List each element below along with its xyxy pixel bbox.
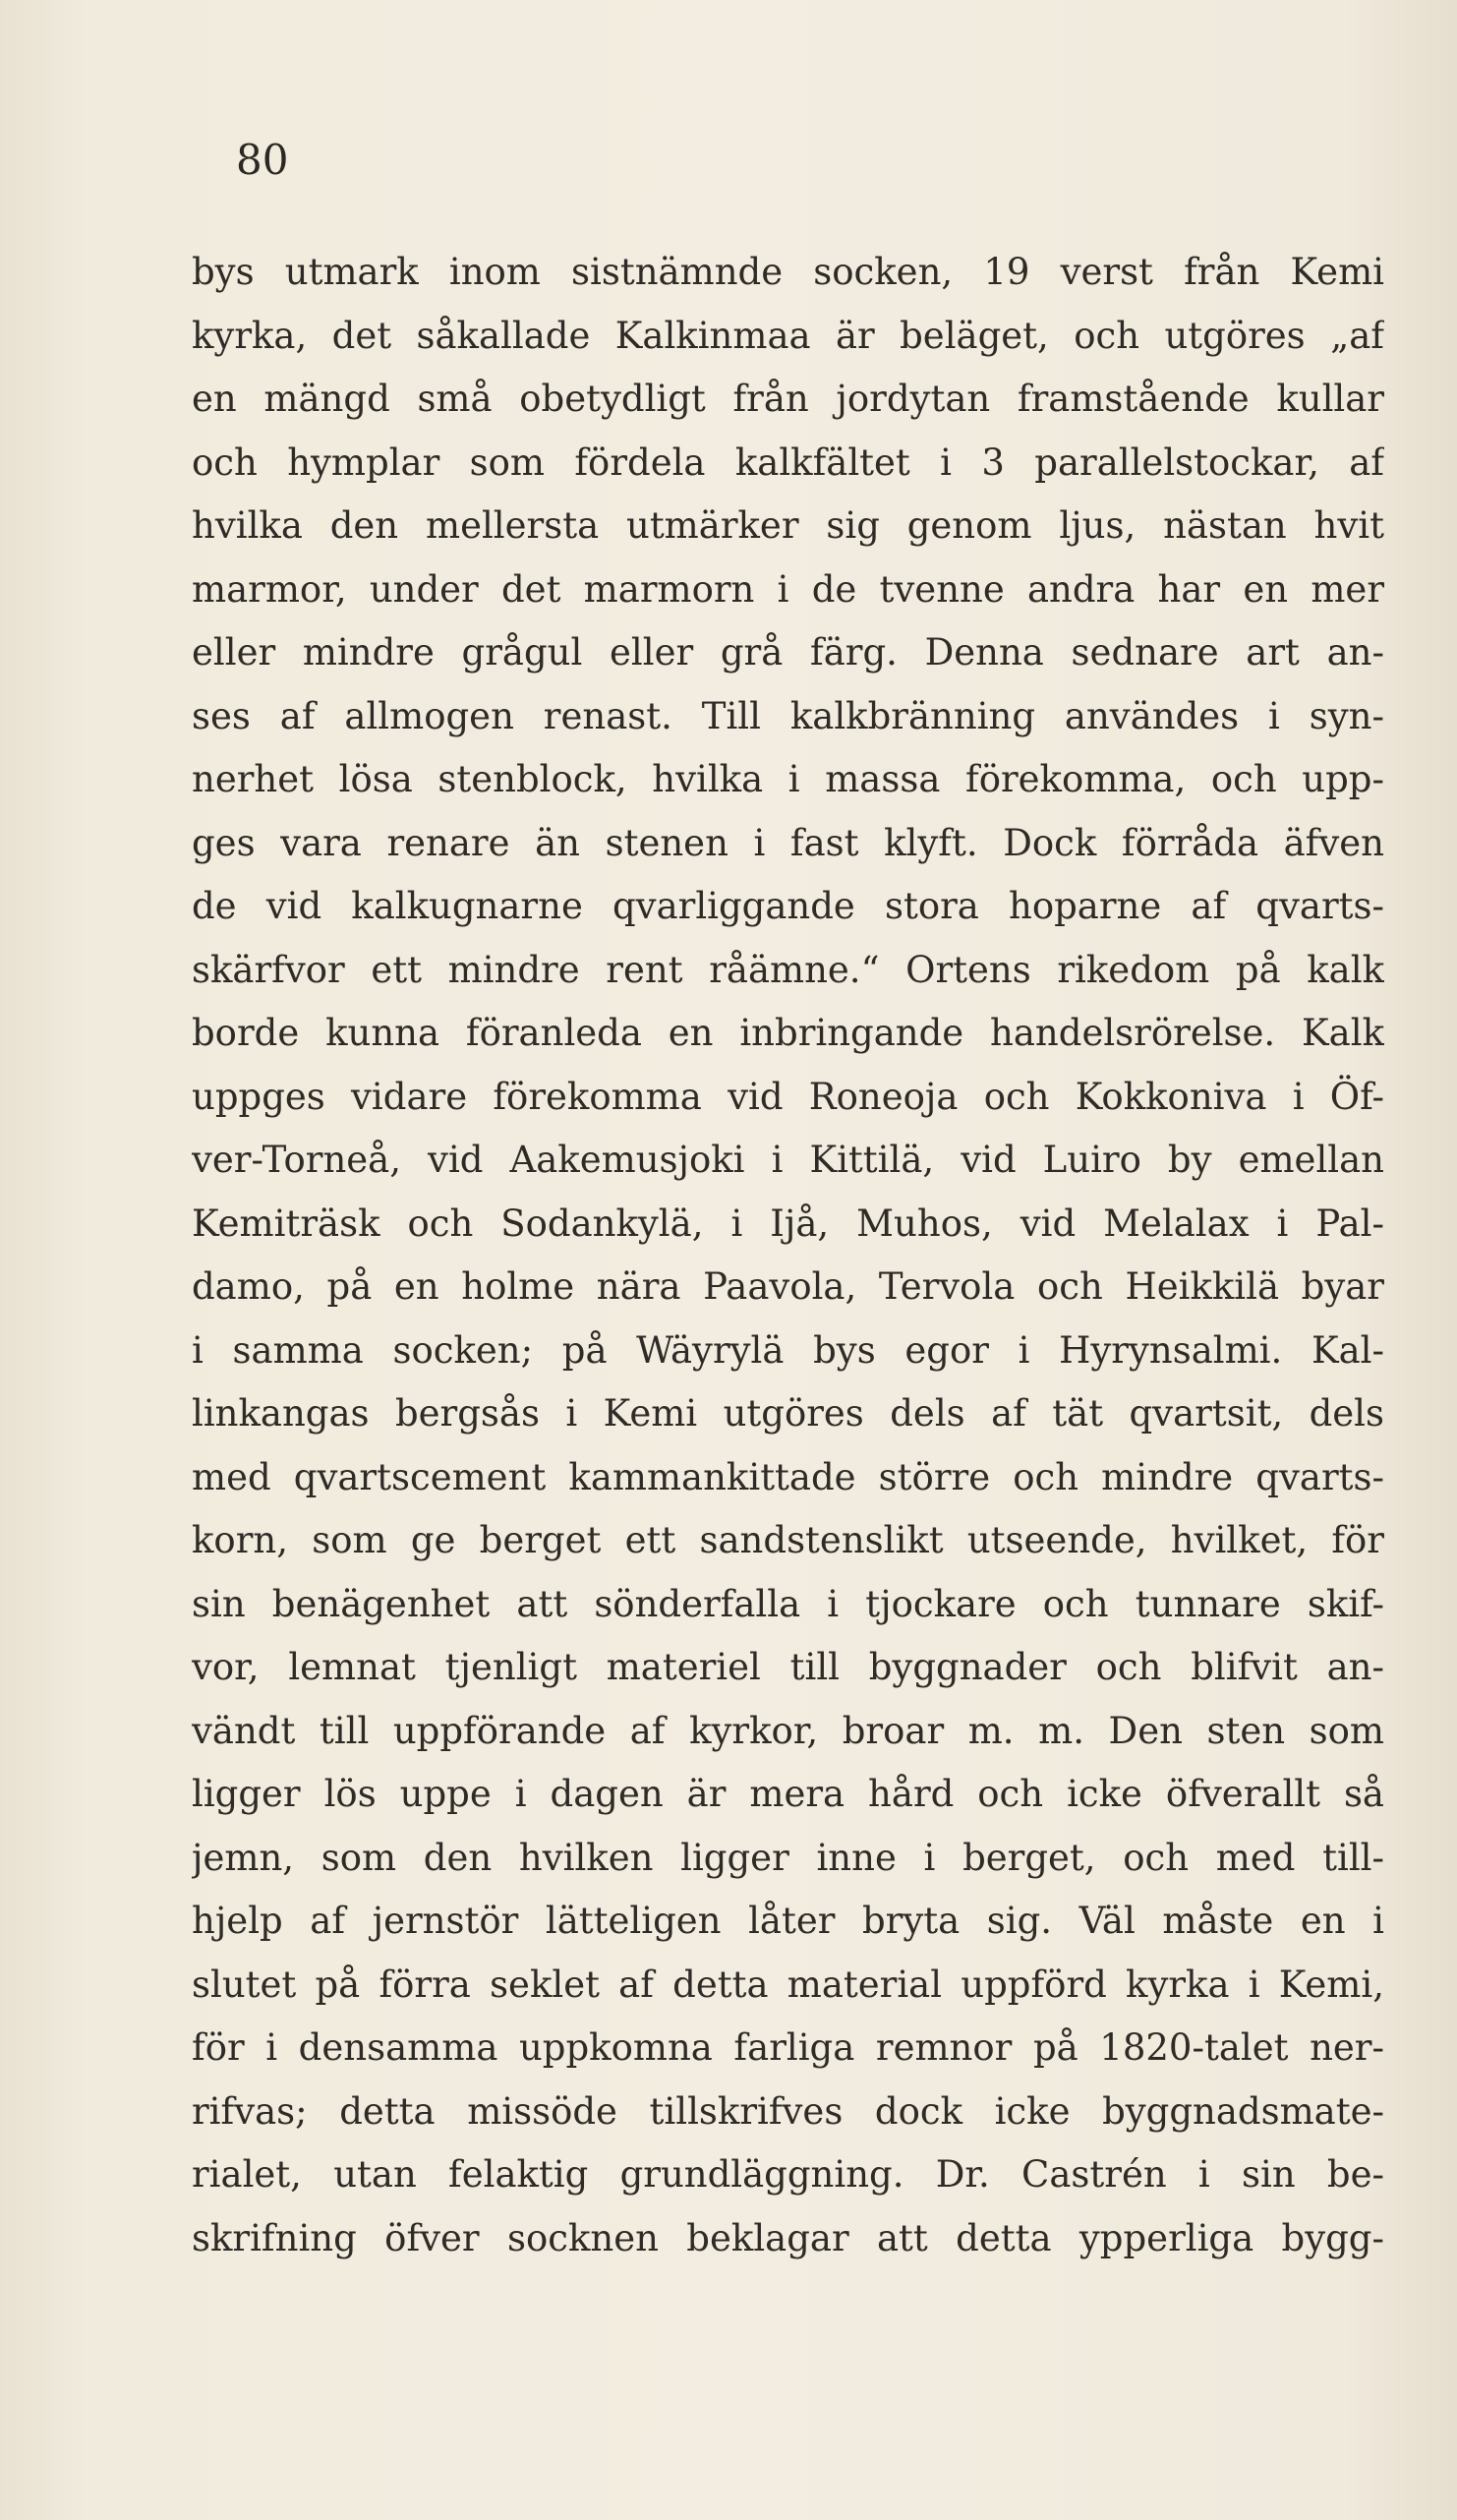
text-line: Kemiträsk och Sodankylä, i Ijå, Muhos, vid Melalax i Pal- [192,1201,1384,1245]
text-line: och hymplar som fördela kalkfältet i 3 parallelstockar, af [192,440,1384,484]
text-line: rialet, utan felaktig grundläggning. Dr. Castrén i sin be- [192,2153,1384,2196]
text-line: vändt till uppförande af kyrkor, broar m. m. Den sten som [192,1709,1384,1752]
text-line: slutet på förra seklet af detta material uppförd kyrka i Kemi, [192,1963,1384,2006]
text-line: korn, som ge berget ett sandstenslikt utseende, hvilket, för [192,1519,1384,1561]
text-line: nerhet lösa stenblock, hvilka i massa förekomma, och upp- [192,758,1384,800]
text-line: bys utmark inom sistnämnde socken, 19 verst från Kemi [192,251,1384,293]
text-line: eller mindre grågul eller grå färg. Denna sednare art an- [192,631,1384,674]
text-line: vor, lemnat tjenligt materiel till byggnader och blifvit an- [192,1646,1384,1688]
text-line: marmor, under det marmorn i de tvenne andra har en mer [192,567,1384,611]
body-text [192,241,1384,2270]
text-line: sin benägenhet att sönderfalla i tjockare och tunnare skif- [192,1582,1384,1625]
text-line: kyrka, det såkallade Kalkinmaa är beläget, och utgöres „af [192,314,1384,357]
text-line: linkangas bergsås i Kemi utgöres dels af tät qvartsit, dels [192,1392,1384,1435]
text-line: uppges vidare förekomma vid Roneoja och Kokkoniva i Öf- [192,1075,1384,1118]
text-line: skärfvor ett mindre rent råämne.“ Ortens rikedom på kalk [192,948,1384,991]
text-line: ges vara renare än stenen i fast klyft. Dock förråda äfven [192,821,1384,864]
text-line: de vid kalkugnarne qvarliggande stora hoparne af qvarts- [192,885,1384,927]
text-line: en mängd små obetydligt från jordytan framstående kullar [192,378,1384,420]
text-line: för i densamma uppkomna farliga remnor på 1820-talet ner- [192,2026,1384,2069]
page-number: 80 [236,136,289,184]
text-line: med qvartscement kammankittade större och mindre qvarts- [192,1455,1384,1498]
text-line: ses af allmogen renast. Till kalkbränning användes i syn- [192,694,1384,737]
text-line: jemn, som den hvilken ligger inne i berget, och med till- [192,1836,1384,1879]
text-line: borde kunna föranleda en inbringande handelsrörelse. Kalk [192,1012,1384,1054]
text-line: rifvas; detta missöde tillskrifves dock icke byggnadsmate- [192,2089,1384,2133]
text-line: i samma socken; på Wäyrylä bys egor i Hyrynsalmi. Kal- [192,1328,1384,1372]
text-line: ver-Torneå, vid Aakemusjoki i Kittilä, vid Luiro by emellan [192,1139,1384,1181]
text-line: hjelp af jernstör lätteligen låter bryta sig. Väl måste en i [192,1900,1384,1942]
text-line: hvilka den mellersta utmärker sig genom ljus, nästan hvit [192,504,1384,547]
text-line: damo, på en holme nära Paavola, Tervola och Heikkilä byar [192,1265,1384,1308]
text-line: skrifning öfver socknen beklagar att detta ypperliga bygg- [192,2216,1384,2259]
text-line: ligger lös uppe i dagen är mera hård och icke öfverallt så [192,1773,1384,1815]
